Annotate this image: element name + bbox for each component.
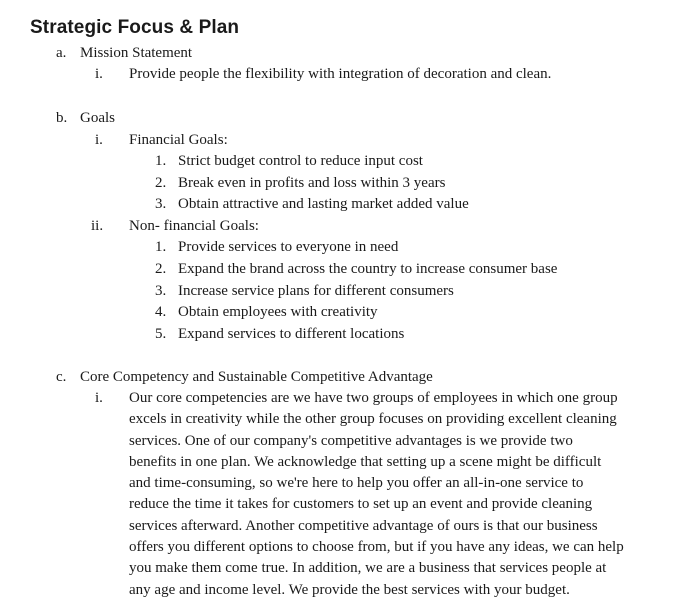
nonfinancial-goals-heading: Non- financial Goals: [129,218,259,234]
paragraph-line: and time-consuming, so we're here to help you offer an all-in-one service to [129,475,584,492]
paragraph-line: offers you different options to choose from, but if you have any ideas, we can help [129,539,624,556]
nonfinancial-goal-text: Obtain employees with creativity [178,304,378,320]
core-competency-paragraph [129,388,674,601]
paragraph-line: you make them come true. In addition, we are a business that services people at [129,560,607,577]
section-a-marker: a. [56,45,67,61]
section-b-marker: b. [56,110,68,126]
paragraph-line: any age and income level. We provide the best services with your budget. [129,581,570,598]
paragraph-line: excels in creativity while the other group focuses on providing excellent cleaning [129,411,617,428]
nonfinancial-goal-text: Expand services to different locations [178,326,405,342]
section-b-heading: Goals [80,110,115,126]
section-a-heading: Mission Statement [80,45,193,61]
paragraph-line: Our core competencies are we have two groups of employees in which one group [129,390,618,406]
financial-goal-text: Break even in profits and loss within 3 years [178,175,446,191]
paragraph-line: reduce the time it takes for customers to set up an event and provide cleaning [129,496,593,513]
page-title: Strategic Focus & Plan [30,17,240,38]
paragraph-line: benefits in one plan. We acknowledge that setting up a scene might be difficult [129,453,602,470]
nonfinancial-goal-marker: 4. [155,304,167,320]
nonfinancial-goal-marker: 1. [155,239,167,255]
mission-item-marker: i. [95,66,103,82]
nonfinancial-goal-text: Provide services to everyone in need [178,239,399,255]
nonfinancial-goals-marker: ii. [91,218,104,234]
paragraph-line: services. One of our company's competitive advantages is we provide two [129,432,573,449]
financial-goal-marker: 1. [155,153,167,169]
nonfinancial-goal-marker: 5. [155,326,167,342]
financial-goal-text: Strict budget control to reduce input cost [178,153,423,169]
nonfinancial-goal-marker: 2. [155,261,167,277]
core-competency-item-marker: i. [95,390,103,406]
section-c-heading: Core Competency and Sustainable Competitive Advantage [80,369,433,385]
nonfinancial-goal-marker: 3. [155,283,167,299]
financial-goal-marker: 3. [155,196,167,212]
financial-goal-text: Obtain attractive and lasting market added value [178,196,469,212]
paragraph-line: services afterward. Another competitive advantage of ours is that our business [129,517,598,534]
financial-goal-marker: 2. [155,175,167,191]
mission-item-text: Provide people the flexibility with integration of decoration and clean. [129,66,552,82]
financial-goals-heading: Financial Goals: [129,132,228,148]
nonfinancial-goal-text: Increase service plans for different consumers [178,283,454,299]
financial-goals-marker: i. [95,132,103,148]
nonfinancial-goal-text: Expand the brand across the country to increase consumer base [178,261,558,277]
section-c-marker: c. [56,369,67,385]
